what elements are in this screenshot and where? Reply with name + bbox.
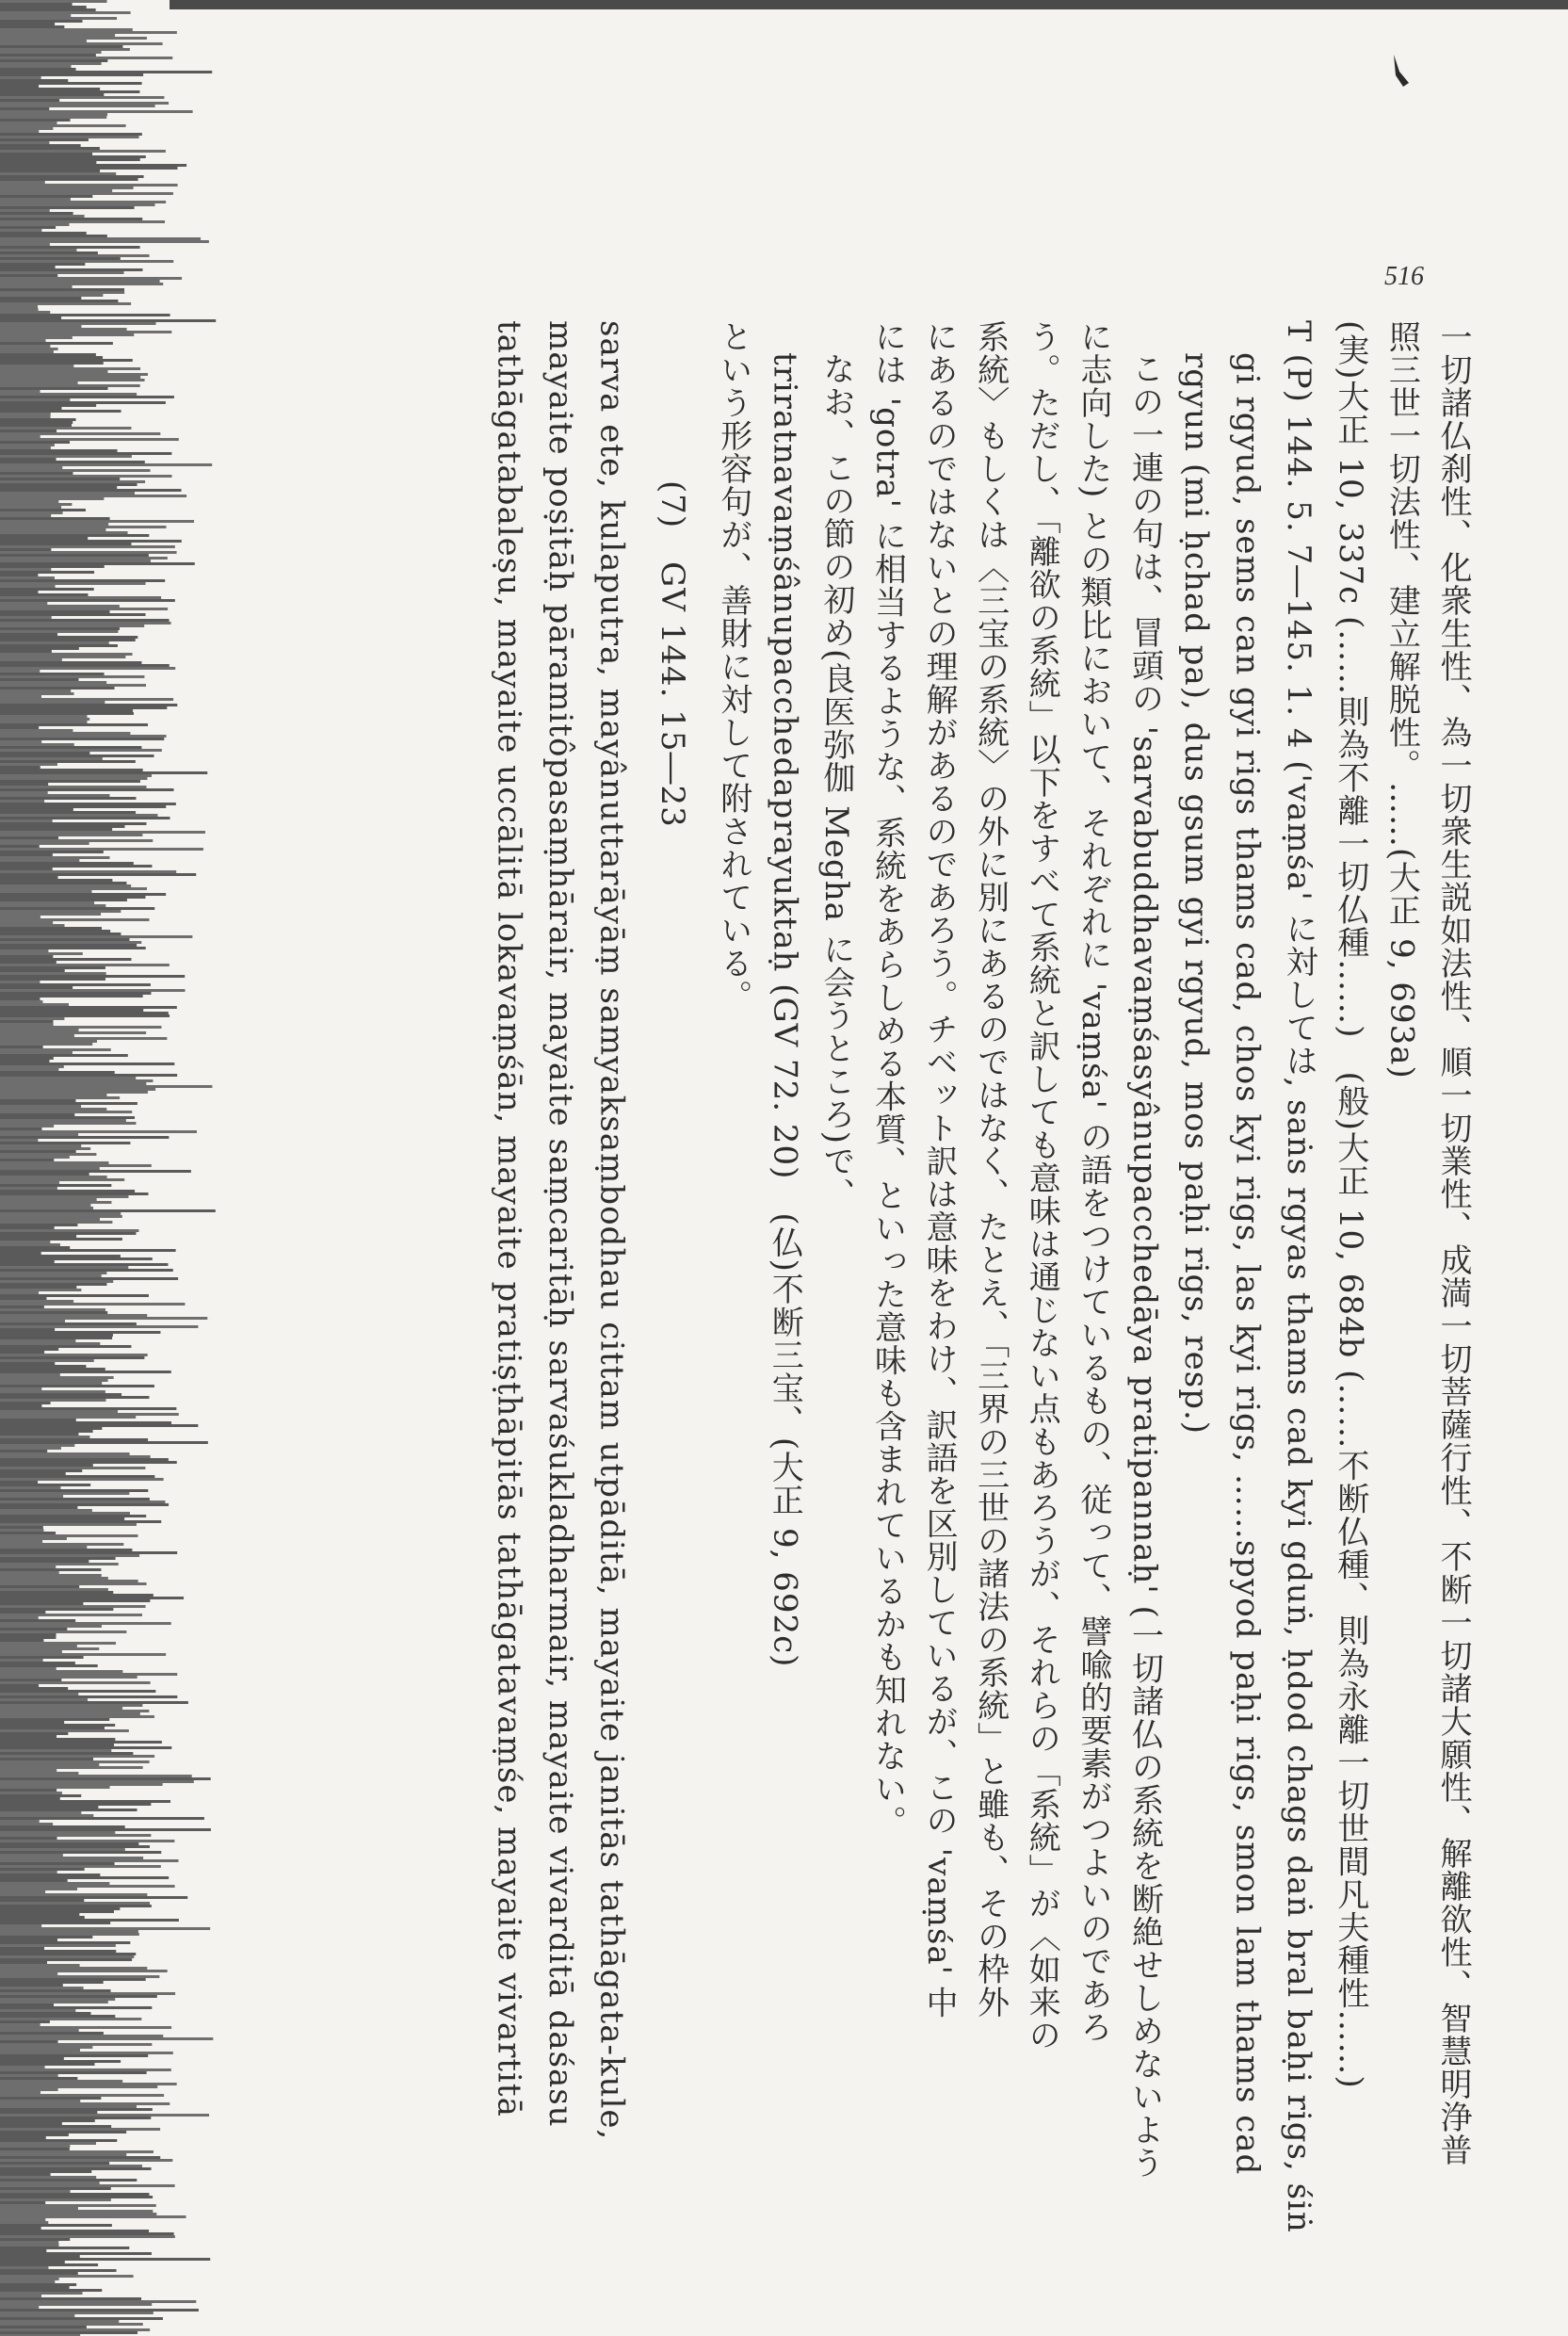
text-line: という形容句が、善財に対して附されている。 <box>714 320 752 1013</box>
text-line: 一切諸仏刹性、化衆生性、為一切衆生説如法性、順一切業性、成満一切菩薩行性、不断一切諸大願性、解離欲性、智慧明浄普 <box>1434 320 1472 2166</box>
text-line: rgyun (mi ḥchad pa), dus gsum gyi rgyud, mos paḥi rigs, resp.) <box>1177 352 1216 1436</box>
text-line: に志向した) との類比において、それぞれに 'vaṃśa' の語をつけているもの、従って、譬喩的要素がつよいのであろ <box>1074 320 1112 2044</box>
text-line: なお、この節の初め(良医弥伽 Megha に会うところ)で、 <box>816 352 855 1211</box>
text-line: mayaite poṣitāḥ pāramitôpasaṃhārair, mayaite saṃcaritāḥ sarvaśukladharmair, mayaite vivarditā daśasu <box>541 320 579 2128</box>
page-text <box>235 320 1479 2242</box>
text-line: gi rgyud, sems can gyi rigs thams cad, chos kyi rigs, las kyi rigs, ……spyod paḥi rigs, smon lam thams cad <box>1228 352 1267 2176</box>
text-line: triratnavaṃśânupacchedaprayuktaḥ (GV 72. 20) (仏)不断三宝、(大正 9, 692c) <box>766 352 804 1668</box>
ink-mark <box>1392 55 1411 89</box>
text-line: にあるのではないとの理解があるのであろう。チベット訳は意味をわけ、訳語を区別しているが、この 'vaṃśa' 中 <box>920 320 959 2020</box>
text-line: 系統〉もしくは〈三宝の系統〉の外に別にあるのではなく、たとえ、「三界の三世の諸法の系統」と雖も、その枠外 <box>971 320 1010 2019</box>
text-line: T (P) 144. 5. 7―145. 1. 4 ('vaṃśa' に対しては, saṅs rgyas thams cad kyi gduṅ, ḥdod chags daṅ bral baḥi rigs, śiṅ <box>1280 320 1318 2233</box>
text-line: この一連の句は、冒頭の 'sarvabuddhavaṃśasyânupacchedāya pratipannaḥ' (一切諸仏の系統を断絶せしめないよう <box>1125 352 1164 2180</box>
text-line: (実)大正 10, 337c (……則為不離一切仏種……) (般)大正 10, 684b (……不断仏種、則為永離一切世間凡夫種性……) <box>1331 320 1369 2089</box>
text-line: う。ただし、「離欲の系統」以下をすべて系統と訳しても意味は通じない点もあろうが、それらの「系統」が〈如来の <box>1023 320 1061 2052</box>
top-edge-shadow <box>170 0 1568 9</box>
text-line: 照三世一切法性、建立解脱性。……(大正 9, 693a) <box>1382 320 1421 1079</box>
binding-shadow <box>0 0 235 2336</box>
text-line: sarva ete, kulaputra, mayânuttarāyāṃ samyaksaṃbodhau cittam utpāditā, mayaite janitās tathāgata-kule, <box>592 320 631 2141</box>
page-number: 516 <box>1384 262 1424 291</box>
text-line: tathāgatabaleṣu, mayaite uccālitā lokavaṃśān, mayaite pratiṣṭhāpitās tathāgatavaṃśe, mayaite vivartitā <box>490 320 528 2117</box>
section-heading: (7) GV 144. 15―23 <box>654 480 692 828</box>
text-line: には 'gotra' に相当するような、系統をあらしめる本質、といった意味も含まれているかも知れない。 <box>868 320 907 1839</box>
